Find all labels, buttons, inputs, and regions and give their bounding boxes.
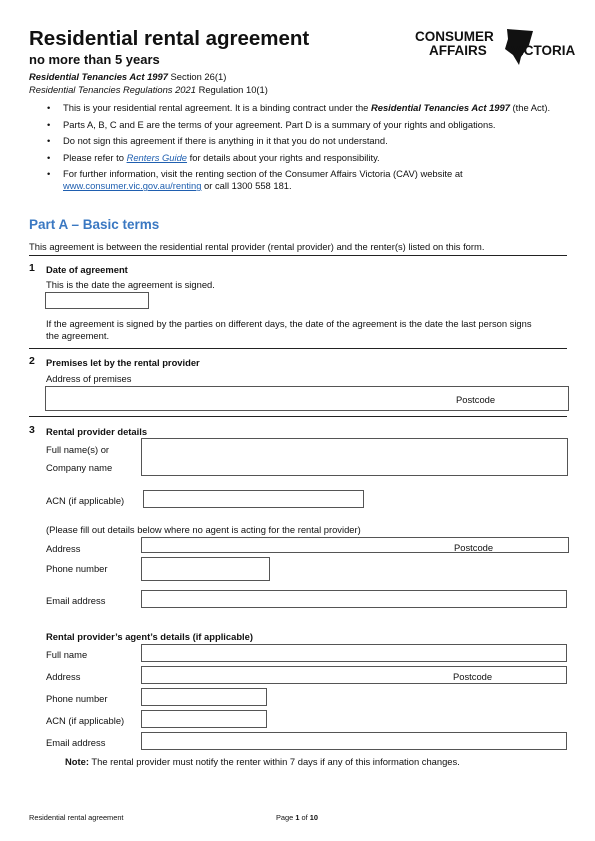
rental-provider-name-input[interactable]: [141, 438, 568, 476]
bullet-5-post: or call 1300 558 181.: [201, 180, 292, 191]
section-1-desc: This is the date the agreement is signed.: [46, 279, 215, 290]
premises-address-label: Address of premises: [46, 373, 132, 384]
no-agent-note: (Please fill out details below where no agent is acting for the rental provider): [46, 524, 361, 535]
divider: [29, 255, 567, 256]
page-subtitle: no more than 5 years: [29, 52, 160, 67]
list-item: [30, 152, 570, 164]
premises-postcode-label: Postcode: [456, 394, 496, 405]
part-a-title: Part A – Basic terms: [29, 217, 160, 232]
agent-full-name-label: Full name: [46, 649, 88, 660]
email-label: Email address: [46, 595, 106, 606]
logo-line2b: VICTORIA: [511, 43, 576, 58]
note-text: The rental provider must notify the renter within 7 days if any of this information changes.: [88, 756, 460, 767]
regs-reference: [29, 84, 268, 95]
current-page: 1: [295, 813, 300, 822]
act-name: Residential Tenancies Act 1997: [29, 71, 168, 82]
logo-line2a: AFFAIRS: [429, 43, 487, 58]
agent-phone-label: Phone number: [46, 693, 108, 704]
full-name-label-1: Full name(s) or: [46, 444, 110, 455]
section-3-heading: Rental provider details: [46, 426, 148, 437]
part-a-intro: This agreement is between the residential rental provider (rental provider) and the renter(s) listed on this form.: [29, 241, 485, 252]
note-label: Note:: [65, 756, 89, 767]
agent-full-name-input[interactable]: [141, 644, 567, 662]
divider: [29, 348, 567, 349]
bullet-4-post: for details about your rights and responsibility.: [187, 151, 380, 163]
acn-label: ACN (if applicable): [46, 495, 125, 506]
bullet-5-pre: For further information, visit the renting section of the Consumer Affairs Victoria (CAV) website at: [63, 168, 463, 179]
full-name-label-2: Company name: [46, 462, 113, 473]
footer-doc-name: Residential rental agreement: [29, 813, 124, 822]
notify-note: [65, 756, 460, 767]
rental-provider-email-input[interactable]: [141, 590, 567, 608]
agent-email-label: Email address: [46, 737, 106, 748]
page-title: Residential rental agreement: [29, 27, 310, 50]
logo-line1: CONSUMER: [415, 29, 494, 44]
page-word: Page: [276, 813, 296, 822]
rental-provider-phone-input[interactable]: [141, 557, 270, 581]
renters-guide-link[interactable]: Renters Guide: [126, 151, 188, 163]
bullet-1-text: This is your residential rental agreement. It is a binding contract under the: [63, 102, 371, 113]
bullet-1-act: Residential Tenancies Act 1997: [370, 102, 510, 113]
bullet-4-pre: Please refer to: [63, 151, 127, 163]
regs-section: Regulation 10(1): [195, 84, 268, 95]
section-3-number: 3: [29, 424, 35, 436]
section-1-number: 1: [29, 262, 35, 274]
intro-bullet-list: [30, 102, 570, 197]
list-item: • Parts A, B, C and E are the terms of your agreement. Part D is a summary of your rights and obligations.: [30, 119, 570, 131]
section-1-note-line1: If the agreement is signed by the parties on different days, the date of the agreement is the date the last person signs: [46, 318, 532, 329]
agent-address-label: Address: [46, 671, 81, 682]
bullet-1-tail: (the Act).: [509, 102, 551, 113]
rental-provider-acn-input[interactable]: [143, 490, 364, 508]
page-number: [276, 813, 318, 822]
agent-details-heading: Rental provider’s agent’s details (if applicable): [46, 631, 253, 642]
agent-address-field[interactable]: [141, 666, 567, 684]
section-1-heading: Date of agreement: [46, 264, 128, 275]
agent-acn-label: ACN (if applicable): [46, 715, 125, 726]
total-pages: 10: [309, 813, 318, 822]
agent-postcode-label: Postcode: [453, 671, 493, 682]
phone-label: Phone number: [46, 563, 108, 574]
of-word: of: [299, 813, 310, 822]
logo-graphic: [415, 27, 576, 69]
rental-provider-postcode-label: Postcode: [454, 542, 494, 553]
section-2-number: 2: [29, 355, 35, 367]
rental-provider-address-field[interactable]: [141, 537, 569, 553]
cav-website-link[interactable]: www.consumer.vic.gov.au/renting: [63, 180, 202, 191]
list-item: • Do not sign this agreement if there is anything in it that you do not understand.: [30, 135, 570, 147]
section-2-heading: Premises let by the rental provider: [46, 357, 200, 368]
agent-phone-input[interactable]: [141, 688, 267, 706]
act-section: Section 26(1): [167, 71, 227, 82]
act-reference: [29, 71, 226, 82]
agent-acn-input[interactable]: [141, 710, 267, 728]
list-item: [30, 102, 570, 114]
address-label: Address: [46, 543, 81, 554]
list-item: [30, 168, 570, 192]
consumer-affairs-victoria-logo: [415, 27, 576, 69]
divider: [29, 416, 567, 417]
section-1-note-line2: the agreement.: [46, 330, 110, 341]
date-of-agreement-input[interactable]: [45, 292, 149, 309]
agent-email-input[interactable]: [141, 732, 567, 750]
regs-name: Residential Tenancies Regulations 2021: [29, 84, 196, 95]
